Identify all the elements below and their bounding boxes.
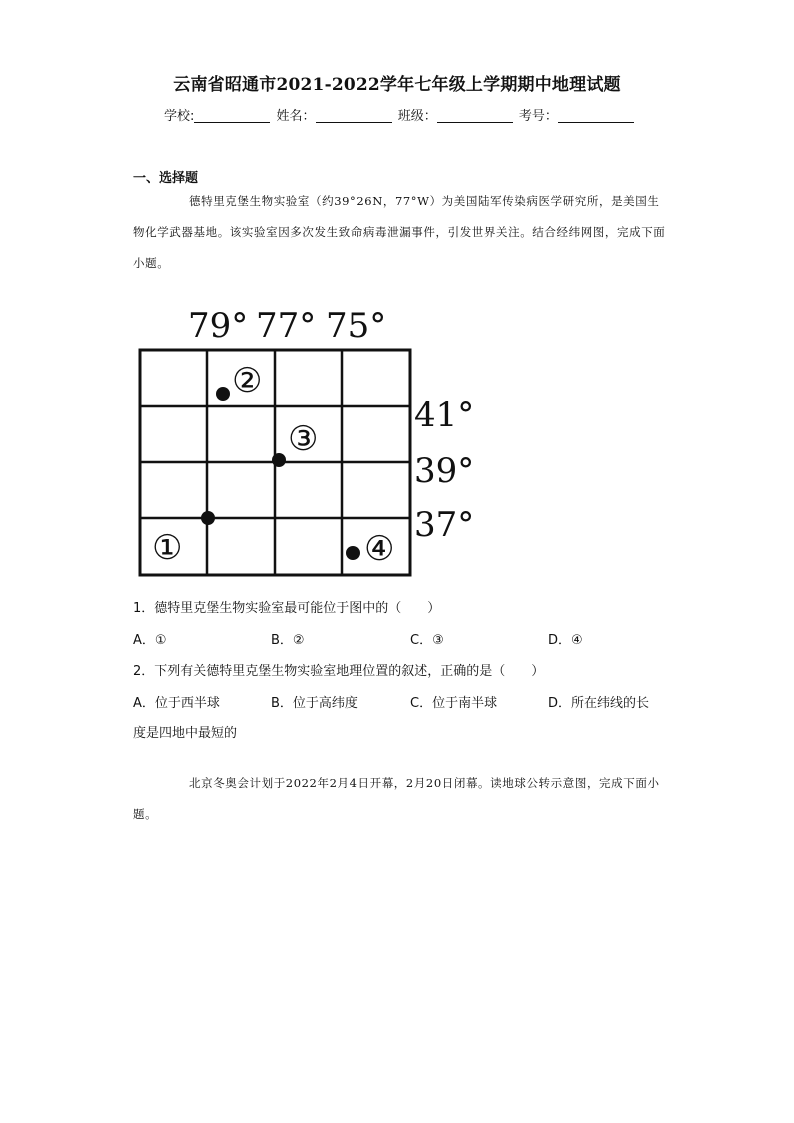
lon-label-77: 77° xyxy=(256,306,317,346)
name-label: 姓名： xyxy=(276,109,316,124)
point-4-label: ④ xyxy=(364,529,395,569)
lat-label-41: 41° xyxy=(414,395,475,435)
class-label: 班级： xyxy=(397,109,437,124)
point-1-label: ① xyxy=(152,528,183,568)
q1-option-d[interactable]: D．④ xyxy=(548,633,583,648)
q2-option-d[interactable]: D．所在纬线的长 xyxy=(548,696,650,711)
point-3-dot xyxy=(272,453,286,467)
q1-option-b[interactable]: B．② xyxy=(271,633,305,648)
number-label: 考号： xyxy=(518,109,558,124)
passage-2: 北京冬奥会计划于2022年2月4日开幕，2月20日闭幕。读地球公转示意图，完成下面小题。 xyxy=(133,776,660,821)
q2-option-c[interactable]: C．位于南半球 xyxy=(410,696,498,711)
lat-lon-grid-map xyxy=(130,300,480,585)
lon-label-75: 75° xyxy=(326,306,387,346)
section-heading: 一、选择题 xyxy=(133,171,199,186)
q2-option-d-continuation: 度是四地中最短的 xyxy=(133,726,238,741)
q1-option-c[interactable]: C．③ xyxy=(410,633,444,648)
q2-option-a[interactable]: A．位于西半球 xyxy=(133,696,220,711)
lat-label-39: 39° xyxy=(414,451,475,491)
school-blank[interactable] xyxy=(194,108,270,123)
school-label: 学校: xyxy=(164,109,195,124)
q1-option-a[interactable]: A．① xyxy=(133,633,167,648)
lat-label-37: 37° xyxy=(414,505,475,545)
class-blank[interactable] xyxy=(437,108,513,123)
lon-label-79: 79° xyxy=(188,306,249,346)
page-title: 云南省昭通市2021-2022学年七年级上学期期中地理试题 xyxy=(173,75,621,95)
passage-1: 德特里克堡生物实验室（约39°26N，77°W）为美国陆军传染病医学研究所，是美国生物化学武器基地。该实验室因多次发生致命病毒泄漏事件，引发世界关注。结合经纬网图，完成下面小题。 xyxy=(133,194,666,270)
point-2-dot xyxy=(216,387,230,401)
number-blank[interactable] xyxy=(558,108,634,123)
question-2-stem: 2．下列有关德特里克堡生物实验室地理位置的叙述，正确的是（ ） xyxy=(133,664,545,679)
question-1-stem: 1．德特里克堡生物实验室最可能位于图中的（ ） xyxy=(133,601,441,616)
point-4-dot xyxy=(346,546,360,560)
point-3-label: ③ xyxy=(288,419,319,459)
q2-option-b[interactable]: B．位于高纬度 xyxy=(271,696,358,711)
name-blank[interactable] xyxy=(316,108,392,123)
student-info-line xyxy=(164,105,636,124)
point-1-dot xyxy=(201,511,215,525)
point-2-label: ② xyxy=(232,361,263,401)
